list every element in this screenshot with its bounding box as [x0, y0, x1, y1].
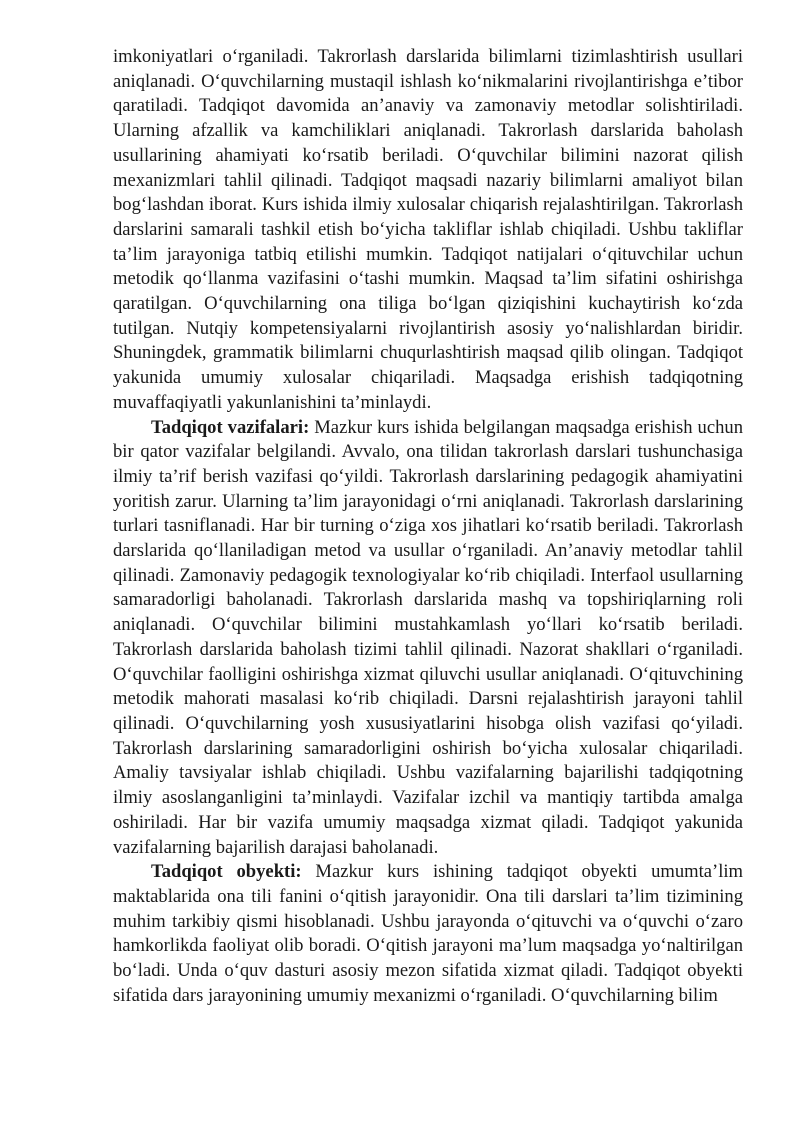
tasks-text: Mazkur kurs ishida belgilangan maqsadga erishish uchun bir qator vazifalar belgilandi. Avvalo, ona tilidan takrorlash darslari tushunchasiga ilmiy ta’rif berish vazifasi qo‘yildi. Takrorlash darslarining pedagogik ahamiyatini yoritish zarur. Ularning ta’lim jarayonidagi o‘rni aniqlanadi. Takrorlash darslarining turlari tasniflanadi. Har bir turning o‘ziga xos jihatlari ko‘rsatib beriladi. Takrorlash darslarida qo‘llaniladigan metod va usullar o‘rganiladi. An’anaviy metodlar tahlil qilinadi. Zamonaviy pedagogik texnologiyalar ko‘rib chiqiladi. Interfaol usullarning samaradorligi baholanadi. Takrorlash darslarida mashq va topshiriqlarning roli aniqlanadi. O‘quvchilar bilimini mustahkamlash yo‘llari ko‘rsatib beriladi. Takrorlash darslarida baholash tizimi tahlil qilinadi. Nazorat shakllari o‘rganiladi. O‘quvchilar faolligini oshirishga xizmat qiluvchi usullar aniqlanadi. O‘qituvchining metodik mahorati masalasi ko‘rib chiqiladi. Darsni rejalashtirish jarayoni tahlil qilinadi. O‘quvchilarning yosh xususiyatlarini hisobga olish vazifasi qo‘yiladi. Takrorlash darslarining samaradorligini oshirish bo‘yicha xulosalar chiqariladi. Amaliy tavsiyalar ishlab chiqiladi. Ushbu vazifalarning bajarilishi tadqiqotning ilmiy asoslanganligini ta’minlaydi. Vazifalar izchil va mantiqiy tartibda amalga oshiriladi. Har bir vazifa umumiy maqsadga xizmat qiladi. Tadqiqot yakunida vazifalarning bajarilish darajasi baholanadi.	[113, 416, 743, 858]
paragraph-intro	[113, 45, 743, 416]
tasks-heading: Tadqiqot vazifalari:	[151, 416, 310, 438]
paragraph-tasks	[113, 416, 743, 861]
object-heading: Tadqiqot obyekti:	[151, 861, 302, 883]
document-page	[113, 45, 743, 1008]
object-text: Mazkur kurs ishining tadqiqot obyekti umumta’lim maktablarida ona tili fanini o‘qitish jarayonidir. Ona tili darslari ta’lim tizimining muhim tarkibiy qismi hisoblanadi. Ushbu jarayonda o‘qituvchi va o‘quvchi o‘zaro hamkorlikda faoliyat olib boradi. O‘qitish jarayoni ma’lum maqsadga yo‘naltirilgan bo‘ladi. Unda o‘quv dasturi asosiy mezon sifatida xizmat qiladi. Tadqiqot obyekti sifatida dars jarayonining umumiy mexanizmi o‘rganiladi. O‘quvchilarning bilim	[113, 861, 743, 1006]
paragraph-intro-text: imkoniyatlari o‘rganiladi. Takrorlash darslarida bilimlarni tizimlashtirish usullari aniqlanadi. O‘quvchilarning mustaqil ishlash ko‘nikmalarini rivojlantirishga e’tibor qaratiladi. Tadqiqot davomida an’anaviy va zamonaviy metodlar solishtiriladi. Ularning afzallik va kamchiliklari aniqlanadi. Takrorlash darslarida baholash usullarining ahamiyati ko‘rsatib beriladi. O‘quvchilar bilimini nazorat qilish mexanizmlari tahlil qilinadi. Tadqiqot maqsadi nazariy bilimlarni amaliyot bilan bog‘lashdan iborat. Kurs ishida ilmiy xulosalar chiqarish rejalashtirilgan. Takrorlash darslarini samarali tashkil etish bo‘yicha takliflar ishlab chiqiladi. Ushbu takliflar ta’lim jarayoniga tatbiq etilishi mumkin. Tadqiqot natijalari o‘qituvchilar uchun metodik qo‘llanma vazifasini o‘tashi mumkin. Maqsad ta’lim sifatini oshirishga qaratilgan. O‘quvchilarning ona tiliga bo‘lgan qiziqishini kuchaytirish ko‘zda tutilgan. Nutqiy kompetensiyalarni rivojlantirish asosiy yo‘nalishlardan biridir. Shuningdek, grammatik bilimlarni chuqurlashtirish maqsad qilib olingan. Tadqiqot yakunida umumiy xulosalar chiqariladi. Maqsadga erishish tadqiqotning muvaffaqiyatli yakunlanishini ta’minlaydi.	[113, 46, 743, 413]
paragraph-object	[113, 860, 743, 1008]
